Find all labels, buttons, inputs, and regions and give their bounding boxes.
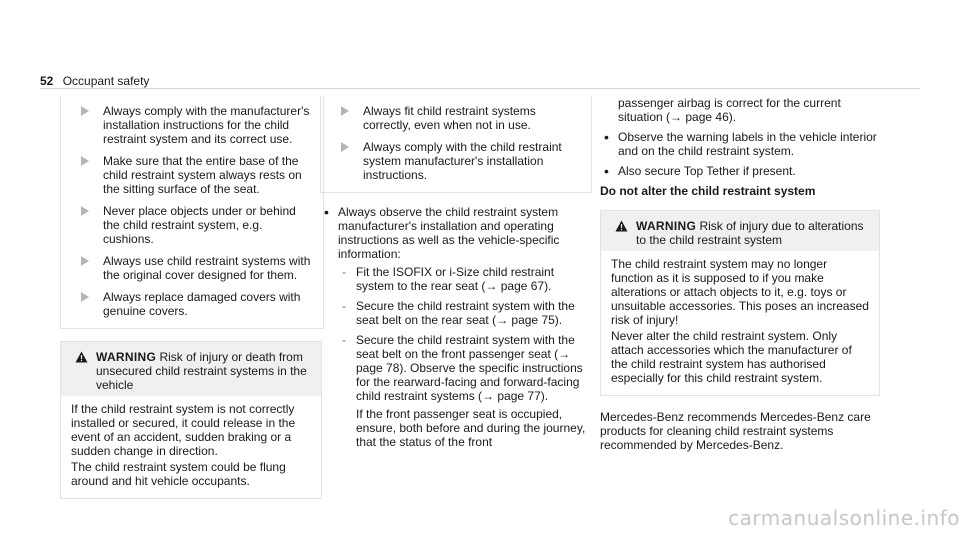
warning-header [601,211,879,251]
list-item [338,333,592,449]
section-subheading: Do not alter the child restraint system [600,184,816,198]
tip-item [77,154,313,196]
tip-text: Never place objects under or behind the child restraint system, e.g. cushions. [103,204,296,246]
arrow-icon [81,106,89,116]
arrow-icon [81,292,89,302]
dash-continuation: If the front passenger seat is occupied, ensure, both before and during the journey, that the status of the front [356,407,586,449]
tip-item [77,290,313,318]
warning-box [600,210,880,396]
arrow-icon [81,256,89,266]
tip-text: Make sure that the entire base of the child restraint system always rests on the sitting surface of the seat. [103,154,302,196]
warning-title: Risk of injury due to alterations to the child restraint system [636,219,864,247]
tip-item [337,104,581,132]
tip-item [77,104,313,146]
warning-paragraph: The child restraint system could be flung around and hit vehicle occupants. [71,460,286,488]
warning-title: Risk of injury or death from unsecured child restraint systems in the vehicle [96,350,307,392]
warning-body [61,396,321,498]
arrow-icon [81,206,89,216]
tip-item [77,254,313,282]
tip-text: Always replace damaged covers with genuine covers. [103,290,301,318]
column-2 [320,96,592,455]
warning-paragraph: Never alter the child restraint system. Only attach accessories which the manufacturer of the child restraint system has authorised especially for this child restraint system. [611,329,852,385]
warning-label: WARNING [96,350,157,364]
section-title: Occupant safety [62,74,150,88]
watermark-logo: carmanualsonline.info [728,506,960,530]
tip-item [337,140,581,182]
dash-list [338,265,592,449]
arrow-icon [81,156,89,166]
list-item: - Fit the ISOFIX or i-Size child restraint system to the rear seat (→ page 67). [338,265,592,293]
bullet-list [600,130,880,178]
warning-paragraph: The child restraint system may no longer function as it is supposed to if you make alterations or attach objects to it, e.g. toys or unsuitable accessories. This poses an increased risk of injury! [611,257,869,327]
warning-box [60,341,322,499]
warning-triangle-icon [75,351,88,363]
closing-paragraph: Mercedes-Benz recommends Mercedes-Benz care products for cleaning child restraint systems recommended by Mercedes-Benz. [600,410,871,452]
arrow-icon [341,142,349,152]
warning-triangle-icon [615,220,628,232]
tip-text: Always use child restraint systems with the original cover designed for them. [103,254,311,282]
tip-box [60,96,324,329]
column-1 [60,96,322,499]
continuation-text: passenger airbag is correct for the current situation (→ page 46). [618,96,841,124]
list-item [320,205,592,449]
warning-header [61,342,321,396]
arrow-icon [341,106,349,116]
tip-box [320,96,592,193]
tip-item [77,204,313,246]
dash-text: Secure the child restraint system with the seat belt on the front passenger seat (→ page 78). Observe the specific instructions for the rearward-facing and forward-facing child restraint systems (→ page 77). [356,333,583,403]
bullet-text: Always observe the child restraint system manufacturer's installation and operating instructions as well as the vehicle-specific information: [338,205,560,261]
page-number: 52 [40,74,54,88]
tip-text: Always fit child restraint systems correctly, even when not in use. [363,104,536,132]
page-header [40,74,149,88]
list-item: • Observe the warning labels in the vehicle interior and on the child restraint system. [600,130,880,158]
bullet-list [320,205,592,449]
column-3 [600,96,880,452]
list-item: - Secure the child restraint system with the seat belt on the rear seat (→ page 75). [338,299,592,327]
tip-text: Always comply with the child restraint system manufacturer's installation instructions. [363,140,562,182]
header-divider [40,88,920,89]
warning-paragraph: If the child restraint system is not correctly installed or secured, it could release in the event of an accident, sudden braking or a sudden change in direction. [71,402,296,458]
warning-label: WARNING [636,219,697,233]
warning-body [601,251,879,395]
tip-text: Always comply with the manufacturer's installation instructions for the child restraint system and its correct use. [103,104,310,146]
list-item: • Also secure Top Tether if present. [600,164,880,178]
